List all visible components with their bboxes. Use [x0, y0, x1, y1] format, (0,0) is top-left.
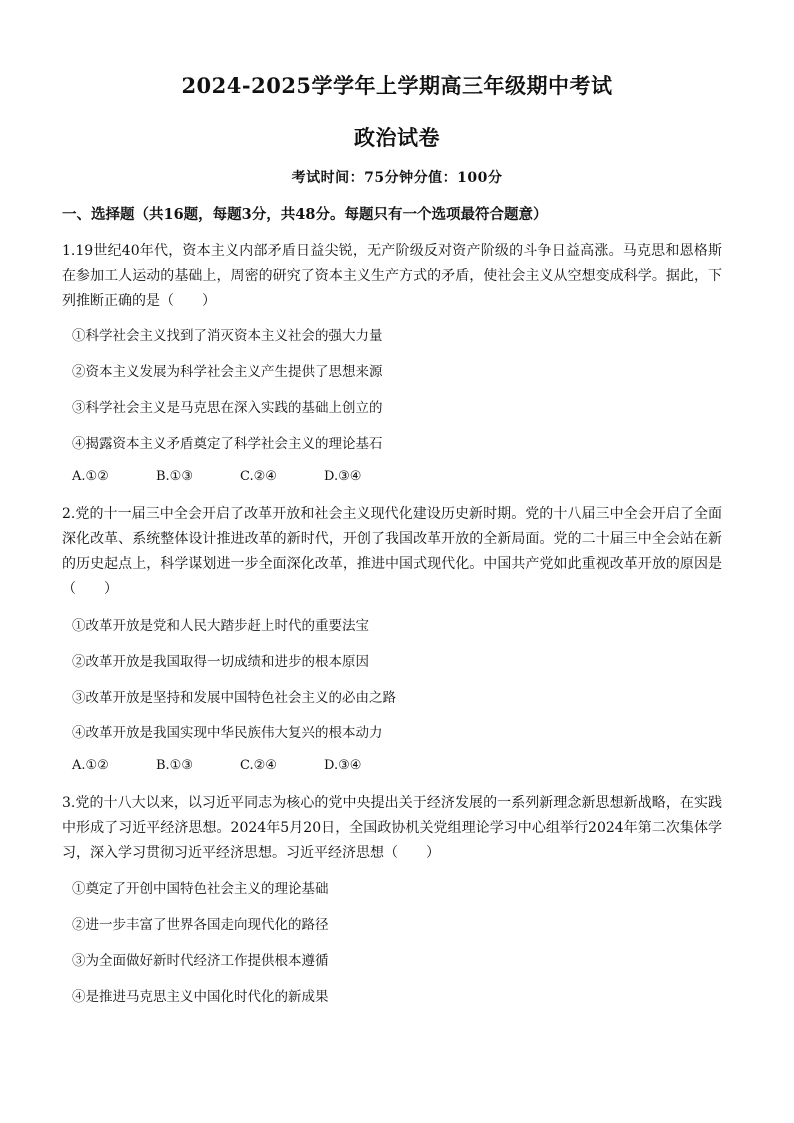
subject-title: 政治试卷: [354, 125, 440, 150]
choice-a: A.①②: [72, 469, 109, 484]
answer-choices: [72, 469, 408, 484]
option-item: ②改革开放是我国取得一切成绩和进步的根本原因: [72, 654, 369, 670]
choice-c: C.②④: [240, 758, 277, 773]
option-item: ①科学社会主义找到了消灭资本主义社会的强大力量: [72, 328, 383, 344]
choice-a: A.①②: [72, 758, 109, 773]
option-item: ④是推进马克思主义中国化时代化的新成果: [72, 989, 329, 1005]
option-item: ①改革开放是党和人民大踏步赶上时代的重要法宝: [72, 618, 369, 634]
question-2: [62, 502, 722, 602]
question-3: [62, 791, 722, 866]
choice-b: B.①③: [156, 758, 193, 773]
option-item: ④改革开放是我国实现中华民族伟大复兴的根本动力: [72, 725, 383, 741]
choice-d: D.③④: [324, 469, 362, 484]
choice-d: D.③④: [324, 758, 362, 773]
section-heading: 一、选择题（共16题，每题3分，共48分。每题只有一个选项最符合题意）: [62, 206, 548, 223]
option-item: ①奠定了开创中国特色社会主义的理论基础: [72, 881, 329, 897]
option-item: ③改革开放是坚持和发展中国特色社会主义的必由之路: [72, 690, 396, 706]
choice-c: C.②④: [240, 469, 277, 484]
choice-b: B.①③: [156, 469, 193, 484]
answer-choices: [72, 758, 408, 773]
exam-title: 2024-2025学学年上学期高三年级期中考试: [181, 73, 613, 98]
question-stem: 1.19世纪40年代，资本主义内部矛盾日益尖锐，无产阶级反对资产阶级的斗争日益高涨。马克思和恩格斯在参加工人运动的基础上，周密的研究了资本主义生产方式的矛盾，使社会主义从空想变成科学。据此，下列推断正确的是（ ）: [62, 243, 722, 309]
option-item: ③为全面做好新时代经济工作提供根本遵循: [72, 953, 329, 969]
question-stem: 2.党的十一届三中全会开启了改革开放和社会主义现代化建设历史新时期。党的十八届三中全会开启了全面深化改革、系统整体设计推进改革的新时代，开创了我国改革开放的全新局面。党的二十届三中全会站在新的历史起点上，科学谋划进一步全面深化改革，推进中国式现代化。中国共产党如此重视改革开放的原因是（ ）: [62, 506, 722, 597]
question-stem: 3.党的十八大以来，以习近平同志为核心的党中央提出关于经济发展的一系列新理念新思想新战略，在实践中形成了习近平经济思想。2024年5月20日，全国政协机关党组理论学习中心组举行2024年第二次集体学习，深入学习贯彻习近平经济思想。习近平经济思想（ ）: [62, 795, 722, 861]
option-item: ④揭露资本主义矛盾奠定了科学社会主义的理论基石: [72, 436, 383, 452]
option-item: ②资本主义发展为科学社会主义产生提供了思想来源: [72, 364, 383, 380]
question-1: [62, 239, 722, 314]
exam-info: 考试时间：75分钟分值：100分: [291, 170, 503, 186]
option-item: ③科学社会主义是马克思在深入实践的基础上创立的: [72, 400, 383, 416]
option-item: ②进一步丰富了世界各国走向现代化的路径: [72, 917, 329, 933]
